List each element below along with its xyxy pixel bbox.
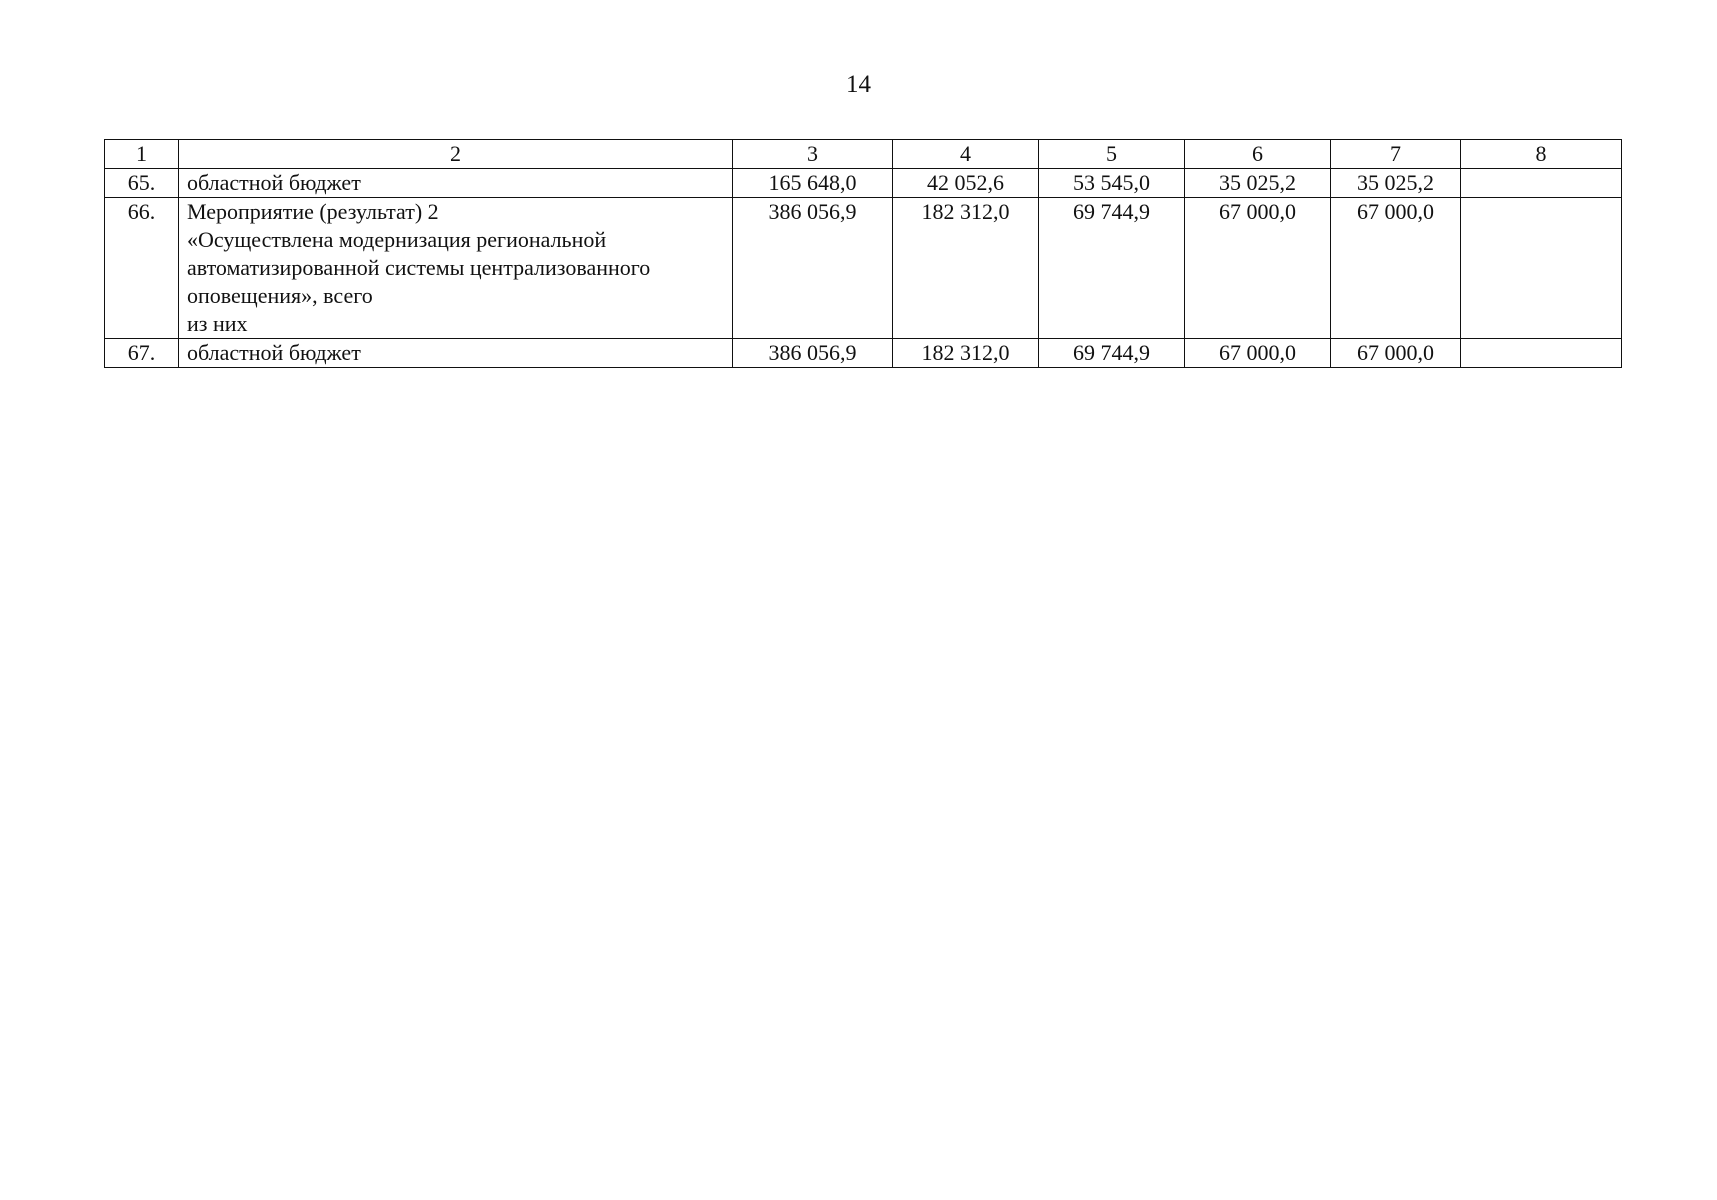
value-cell: 35 025,2 — [1185, 169, 1331, 198]
page-number: 14 — [846, 71, 871, 98]
header-cell: 4 — [893, 140, 1039, 169]
value-cell: 69 744,9 — [1039, 198, 1185, 339]
value-cell: 69 744,9 — [1039, 339, 1185, 368]
value-cell: 35 025,2 — [1331, 169, 1461, 198]
header-cell: 1 — [105, 140, 179, 169]
table-row — [105, 169, 1622, 198]
value-cell: 182 312,0 — [893, 339, 1039, 368]
header-cell: 7 — [1331, 140, 1461, 169]
row-name-line: Мероприятие (результат) 2 — [187, 199, 439, 224]
value-cell — [1461, 169, 1622, 198]
row-name-line: областной бюджет — [187, 340, 361, 365]
row-number: 65. — [105, 169, 179, 198]
value-cell: 386 056,9 — [733, 339, 893, 368]
value-cell: 182 312,0 — [893, 198, 1039, 339]
header-cell: 3 — [733, 140, 893, 169]
value-cell: 67 000,0 — [1331, 339, 1461, 368]
header-cell: 2 — [179, 140, 733, 169]
row-name — [179, 198, 733, 339]
row-name-line: оповещения», всего — [187, 283, 373, 308]
row-name — [179, 169, 733, 198]
table-row — [105, 198, 1622, 339]
budget-table — [104, 139, 1622, 368]
value-cell — [1461, 339, 1622, 368]
value-cell — [1461, 198, 1622, 339]
value-cell: 53 545,0 — [1039, 169, 1185, 198]
header-cell: 8 — [1461, 140, 1622, 169]
row-name-line: из них — [187, 311, 248, 336]
table-header-row — [105, 140, 1622, 169]
value-cell: 386 056,9 — [733, 198, 893, 339]
row-number: 66. — [105, 198, 179, 339]
value-cell: 42 052,6 — [893, 169, 1039, 198]
header-cell: 5 — [1039, 140, 1185, 169]
row-number: 67. — [105, 339, 179, 368]
row-name-line: автоматизированной системы централизованного — [187, 255, 651, 280]
value-cell: 67 000,0 — [1185, 339, 1331, 368]
row-name-line: «Осуществлена модернизация региональной — [187, 227, 607, 252]
value-cell: 67 000,0 — [1331, 198, 1461, 339]
table-row — [105, 339, 1622, 368]
value-cell: 67 000,0 — [1185, 198, 1331, 339]
row-name — [179, 339, 733, 368]
value-cell: 165 648,0 — [733, 169, 893, 198]
header-cell: 6 — [1185, 140, 1331, 169]
row-name-line: областной бюджет — [187, 170, 361, 195]
